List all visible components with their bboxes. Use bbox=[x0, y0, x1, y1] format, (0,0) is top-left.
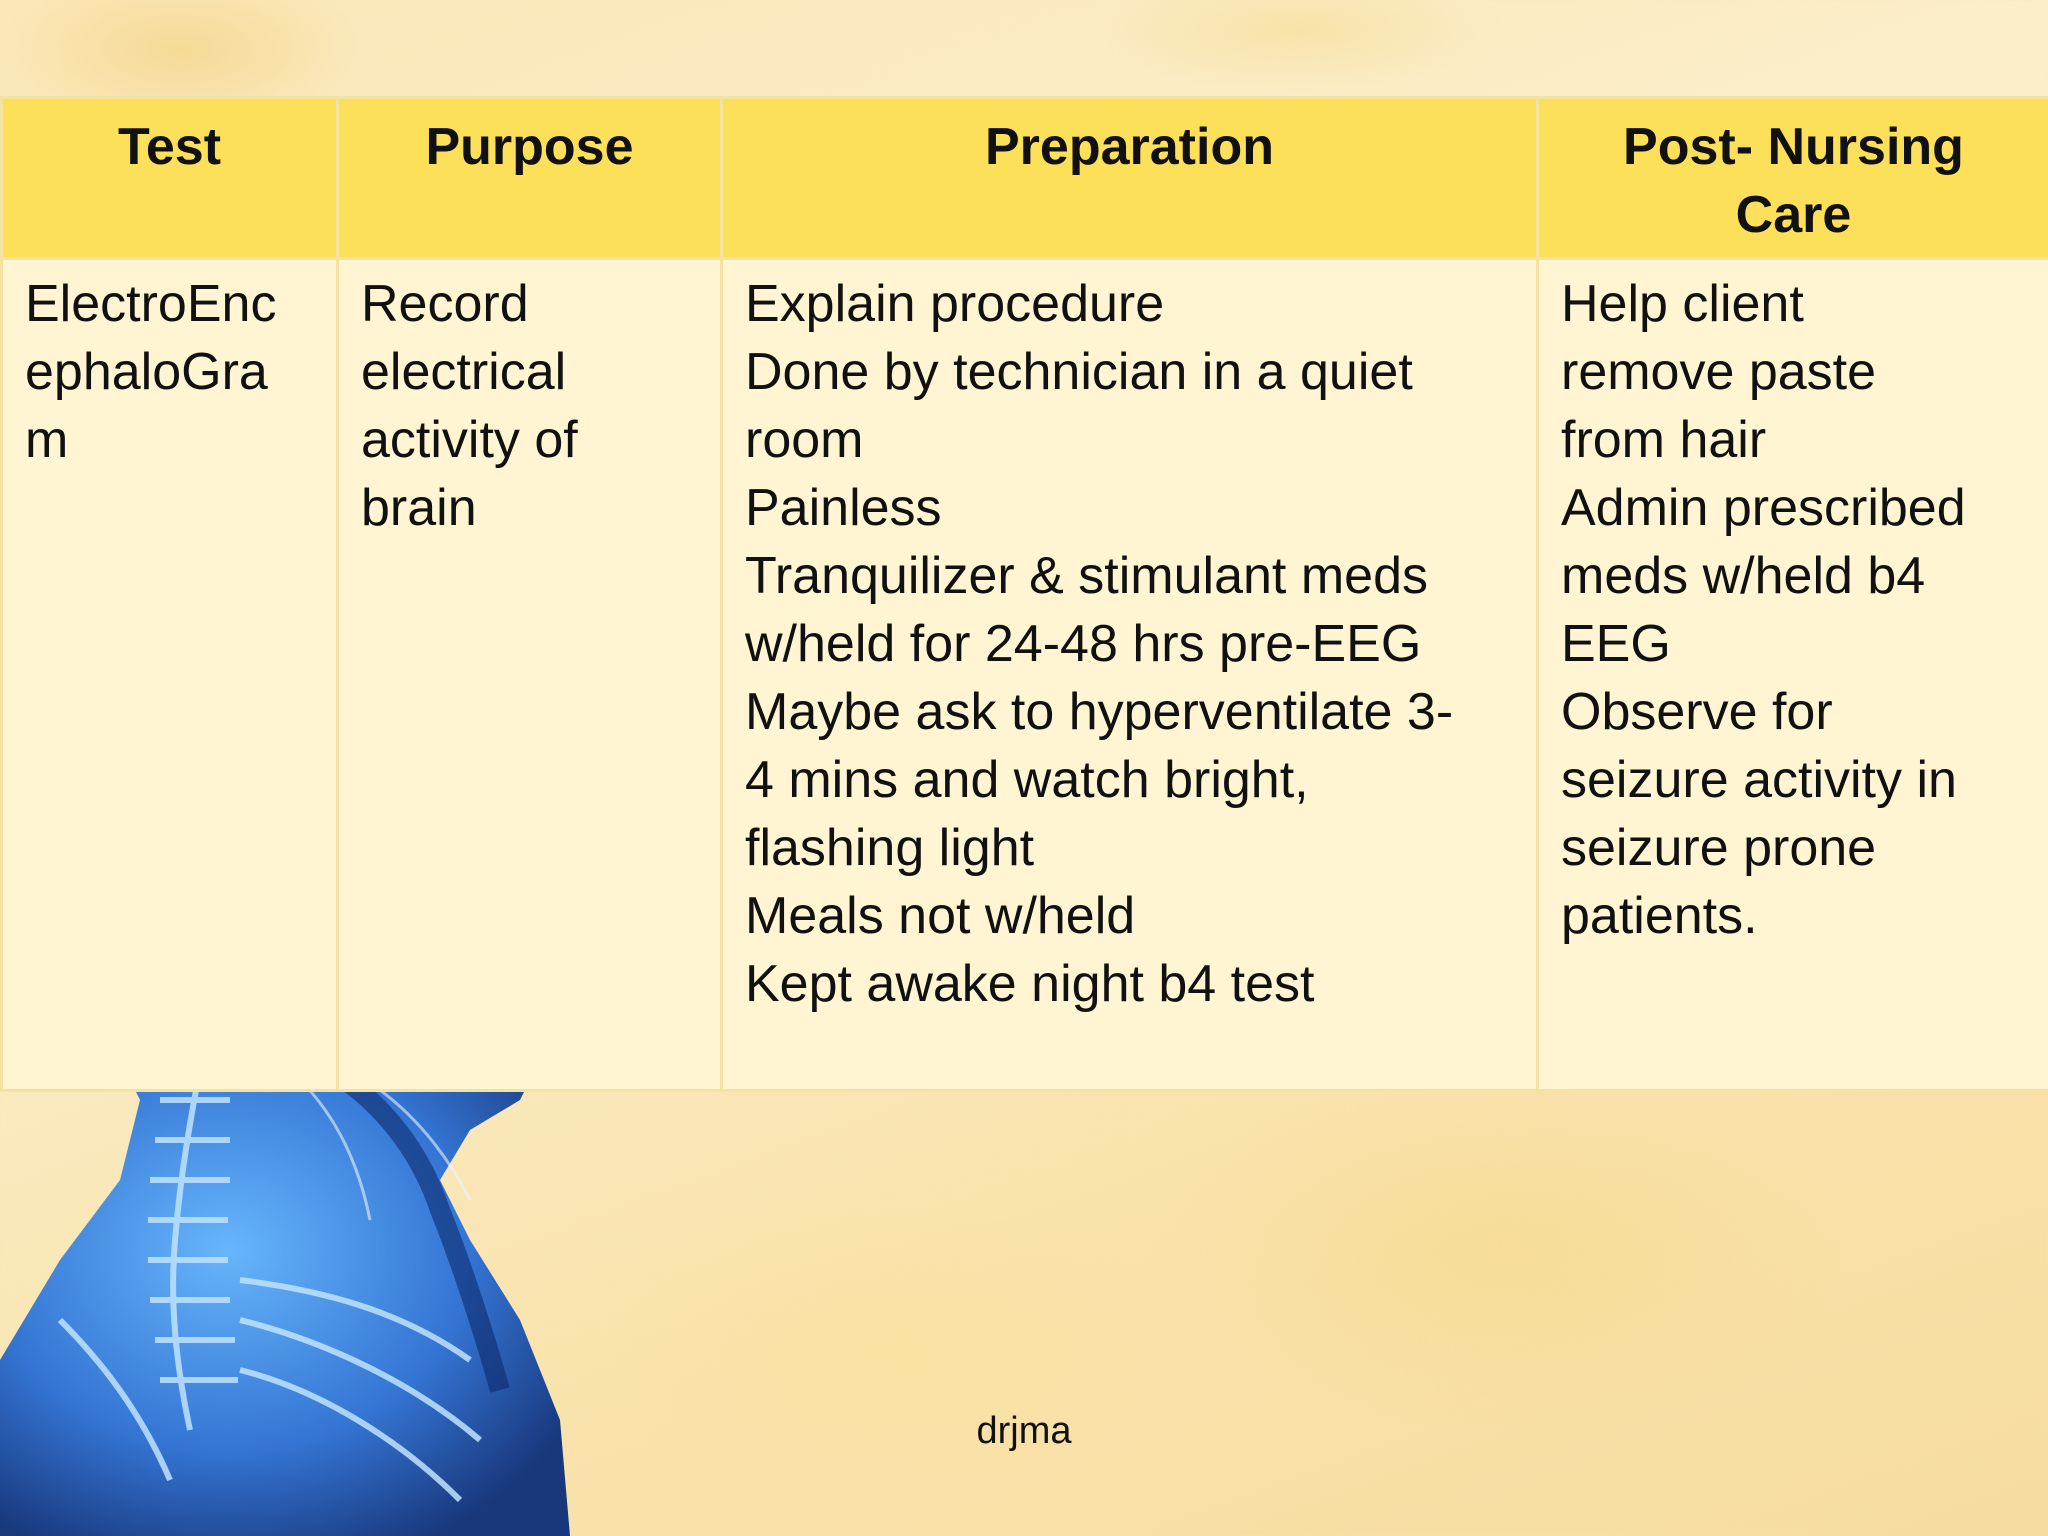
xray-spine-skeleton-image bbox=[0, 1060, 600, 1536]
post-care-line: seizure activity in bbox=[1561, 751, 1957, 809]
purpose-line: activity of bbox=[361, 411, 578, 469]
cell-purpose bbox=[338, 259, 722, 1091]
post-care-line: remove paste bbox=[1561, 343, 1877, 401]
preparation-line: 4 mins and watch bright, bbox=[745, 751, 1309, 809]
post-care-line: Admin prescribed bbox=[1561, 479, 1966, 537]
cell-test bbox=[2, 259, 338, 1091]
cell-preparation bbox=[722, 259, 1538, 1091]
preparation-line: room bbox=[745, 411, 864, 469]
preparation-line: Explain procedure bbox=[745, 275, 1165, 333]
table-header-row bbox=[2, 98, 2048, 259]
post-care-line: Observe for bbox=[1561, 683, 1833, 741]
purpose-line: electrical bbox=[361, 343, 567, 401]
header-line: Purpose bbox=[425, 118, 634, 176]
preparation-line: Kept awake night b4 test bbox=[745, 955, 1315, 1013]
header-line: Test bbox=[117, 118, 222, 176]
post-care-line: seizure prone bbox=[1561, 819, 1877, 877]
post-care-line: Help client bbox=[1561, 275, 1804, 333]
eeg-test-table bbox=[0, 96, 2048, 1092]
post-care-line: from hair bbox=[1561, 411, 1767, 469]
test-line: ElectroEnc bbox=[25, 275, 277, 333]
cell-post-nursing-care bbox=[1538, 259, 2048, 1091]
preparation-line: Done by technician in a quiet bbox=[745, 343, 1413, 401]
test-line: ephaloGra bbox=[25, 343, 268, 401]
preparation-line: flashing light bbox=[745, 819, 1035, 877]
header-post-nursing-care bbox=[1538, 98, 2048, 259]
header-test bbox=[2, 98, 338, 259]
post-care-line: meds w/held b4 bbox=[1561, 547, 1926, 605]
post-care-line: EEG bbox=[1561, 615, 1671, 673]
preparation-line: w/held for 24-48 hrs pre-EEG bbox=[745, 615, 1422, 673]
header-line: Preparation bbox=[985, 118, 1274, 176]
purpose-line: Record bbox=[361, 275, 529, 333]
slide-footer: drjma bbox=[976, 1410, 1072, 1452]
test-line: m bbox=[25, 411, 69, 469]
header-preparation bbox=[722, 98, 1538, 259]
table-row bbox=[2, 259, 2048, 1091]
post-care-line: patients. bbox=[1561, 887, 1758, 945]
header-line: Care bbox=[1735, 186, 1852, 244]
preparation-line: Maybe ask to hyperventilate 3- bbox=[745, 683, 1454, 741]
header-purpose bbox=[338, 98, 722, 259]
purpose-line: brain bbox=[361, 479, 477, 537]
preparation-line: Painless bbox=[745, 479, 942, 537]
preparation-line: Meals not w/held bbox=[745, 887, 1136, 945]
preparation-line: Tranquilizer & stimulant meds bbox=[745, 547, 1428, 605]
header-line: Post- Nursing bbox=[1623, 118, 1964, 176]
